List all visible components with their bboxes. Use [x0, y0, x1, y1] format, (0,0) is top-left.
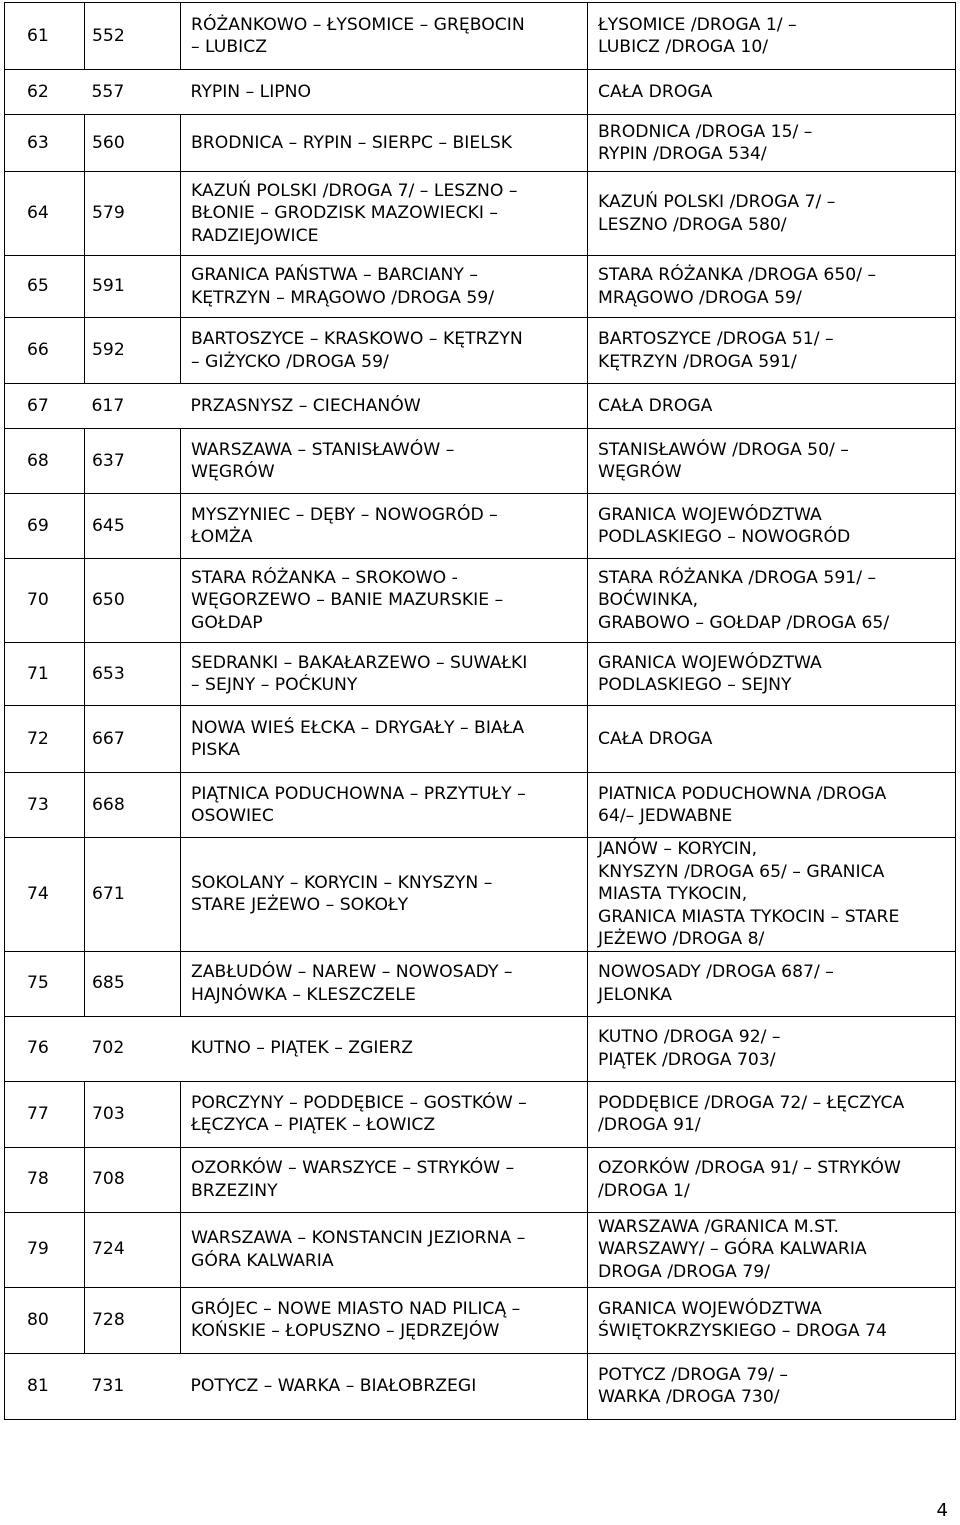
row-number-cell: 73	[5, 773, 85, 838]
road-route-cell: PRZASNYSZ – CIECHANÓW	[181, 384, 588, 429]
road-route-cell: RÓŻANKOWO – ŁYSOMICE – GRĘBOCIN – LUBICZ	[181, 3, 588, 70]
road-section-cell: WARSZAWA /GRANICA M.ST. WARSZAWY/ – GÓRA KALWARIA DROGA /DROGA 79/	[588, 1212, 956, 1287]
road-route-cell: ZABŁUDÓW – NAREW – NOWOSADY – HAJNÓWKA – KLESZCZELE	[181, 951, 588, 1016]
road-number-cell: 592	[85, 318, 181, 384]
road-route-cell: NOWA WIEŚ EŁCKA – DRYGAŁY – BIAŁA PISKA	[181, 706, 588, 773]
table-row	[5, 643, 956, 706]
road-route-cell: KAZUŃ POLSKI /DROGA 7/ – LESZNO – BŁONIE – GRODZISK MAZOWIECKI – RADZIEJOWICE	[181, 172, 588, 256]
road-section-cell: CAŁA DROGA	[588, 70, 956, 115]
road-route-cell: STARA RÓŻANKA – SROKOWO - WĘGORZEWO – BANIE MAZURSKIE – GOŁDAP	[181, 559, 588, 643]
road-number-cell: 671	[85, 838, 181, 952]
road-section-cell: PIATNICA PODUCHOWNA /DROGA 64/– JEDWABNE	[588, 773, 956, 838]
table-row	[5, 172, 956, 256]
road-number-cell: 685	[85, 951, 181, 1016]
row-number-cell: 71	[5, 643, 85, 706]
table-row	[5, 1147, 956, 1212]
road-number-cell: 552	[85, 3, 181, 70]
road-route-cell: SEDRANKI – BAKAŁARZEWO – SUWAŁKI – SEJNY – POĆKUNY	[181, 643, 588, 706]
table-row	[5, 1016, 956, 1081]
road-route-cell: KUTNO – PIĄTEK – ZGIERZ	[181, 1016, 588, 1081]
road-route-cell: MYSZYNIEC – DĘBY – NOWOGRÓD – ŁOMŻA	[181, 494, 588, 559]
table-row	[5, 1081, 956, 1147]
road-number-cell: 560	[85, 115, 181, 172]
row-number-cell: 77	[5, 1081, 85, 1147]
road-number-cell: 668	[85, 773, 181, 838]
row-number-cell: 76	[5, 1016, 85, 1081]
table-row	[5, 773, 956, 838]
road-number-cell: 617	[85, 384, 181, 429]
road-number-cell: 728	[85, 1287, 181, 1353]
road-number-cell: 591	[85, 256, 181, 318]
road-section-cell: CAŁA DROGA	[588, 706, 956, 773]
table-row	[5, 384, 956, 429]
row-number-cell: 64	[5, 172, 85, 256]
road-section-cell: BARTOSZYCE /DROGA 51/ – KĘTRZYN /DROGA 591/	[588, 318, 956, 384]
road-number-cell: 637	[85, 429, 181, 494]
road-list-table	[4, 2, 956, 1420]
road-number-cell: 702	[85, 1016, 181, 1081]
row-number-cell: 61	[5, 3, 85, 70]
road-number-cell: 653	[85, 643, 181, 706]
table-row	[5, 318, 956, 384]
road-route-cell: GRANICA PAŃSTWA – BARCIANY – KĘTRZYN – MRĄGOWO /DROGA 59/	[181, 256, 588, 318]
row-number-cell: 80	[5, 1287, 85, 1353]
road-route-cell: SOKOLANY – KORYCIN – KNYSZYN – STARE JEŻEWO – SOKOŁY	[181, 838, 588, 952]
row-number-cell: 74	[5, 838, 85, 952]
table-row	[5, 70, 956, 115]
road-number-cell: 650	[85, 559, 181, 643]
road-section-cell: GRANICA WOJEWÓDZTWA PODLASKIEGO – NOWOGRÓD	[588, 494, 956, 559]
road-route-cell: POTYCZ – WARKA – BIAŁOBRZEGI	[181, 1353, 588, 1419]
road-section-cell: STARA RÓŻANKA /DROGA 650/ – MRĄGOWO /DROGA 59/	[588, 256, 956, 318]
row-number-cell: 68	[5, 429, 85, 494]
table-row	[5, 429, 956, 494]
road-route-cell: BARTOSZYCE – KRASKOWO – KĘTRZYN – GIŻYCKO /DROGA 59/	[181, 318, 588, 384]
row-number-cell: 70	[5, 559, 85, 643]
table-row	[5, 838, 956, 952]
road-number-cell: 667	[85, 706, 181, 773]
road-number-cell: 708	[85, 1147, 181, 1212]
road-section-cell: CAŁA DROGA	[588, 384, 956, 429]
road-route-cell: WARSZAWA – KONSTANCIN JEZIORNA – GÓRA KALWARIA	[181, 1212, 588, 1287]
table-row	[5, 559, 956, 643]
table-row	[5, 256, 956, 318]
table-row	[5, 115, 956, 172]
road-number-cell: 703	[85, 1081, 181, 1147]
road-section-cell: STANISŁAWÓW /DROGA 50/ – WĘGRÓW	[588, 429, 956, 494]
table-row	[5, 1287, 956, 1353]
road-section-cell: PODDĘBICE /DROGA 72/ – ŁĘCZYCA /DROGA 91/	[588, 1081, 956, 1147]
road-number-cell: 731	[85, 1353, 181, 1419]
row-number-cell: 81	[5, 1353, 85, 1419]
road-section-cell: KUTNO /DROGA 92/ – PIĄTEK /DROGA 703/	[588, 1016, 956, 1081]
road-route-cell: GRÓJEC – NOWE MIASTO NAD PILICĄ – KOŃSKIE – ŁOPUSZNO – JĘDRZEJÓW	[181, 1287, 588, 1353]
row-number-cell: 63	[5, 115, 85, 172]
road-route-cell: BRODNICA – RYPIN – SIERPC – BIELSK	[181, 115, 588, 172]
road-section-cell: STARA RÓŻANKA /DROGA 591/ – BOĆWINKA, GRABOWO – GOŁDAP /DROGA 65/	[588, 559, 956, 643]
row-number-cell: 66	[5, 318, 85, 384]
table-row	[5, 706, 956, 773]
row-number-cell: 69	[5, 494, 85, 559]
road-list-body	[5, 3, 956, 1420]
road-section-cell: GRANICA WOJEWÓDZTWA PODLASKIEGO – SEJNY	[588, 643, 956, 706]
page-number: 4	[936, 1500, 948, 1521]
row-number-cell: 75	[5, 951, 85, 1016]
road-number-cell: 579	[85, 172, 181, 256]
table-row	[5, 494, 956, 559]
road-section-cell: ŁYSOMICE /DROGA 1/ – LUBICZ /DROGA 10/	[588, 3, 956, 70]
road-route-cell: RYPIN – LIPNO	[181, 70, 588, 115]
row-number-cell: 65	[5, 256, 85, 318]
road-number-cell: 724	[85, 1212, 181, 1287]
road-section-cell: POTYCZ /DROGA 79/ – WARKA /DROGA 730/	[588, 1353, 956, 1419]
table-row	[5, 1212, 956, 1287]
road-section-cell: OZORKÓW /DROGA 91/ – STRYKÓW /DROGA 1/	[588, 1147, 956, 1212]
road-route-cell: PORCZYNY – PODDĘBICE – GOSTKÓW – ŁĘCZYCA – PIĄTEK – ŁOWICZ	[181, 1081, 588, 1147]
row-number-cell: 79	[5, 1212, 85, 1287]
row-number-cell: 62	[5, 70, 85, 115]
road-number-cell: 645	[85, 494, 181, 559]
road-route-cell: PIĄTNICA PODUCHOWNA – PRZYTUŁY – OSOWIEC	[181, 773, 588, 838]
table-row	[5, 3, 956, 70]
road-route-cell: WARSZAWA – STANISŁAWÓW – WĘGRÓW	[181, 429, 588, 494]
table-row	[5, 951, 956, 1016]
table-row	[5, 1353, 956, 1419]
road-section-cell: NOWOSADY /DROGA 687/ – JELONKA	[588, 951, 956, 1016]
road-section-cell: BRODNICA /DROGA 15/ – RYPIN /DROGA 534/	[588, 115, 956, 172]
road-section-cell: GRANICA WOJEWÓDZTWA ŚWIĘTOKRZYSKIEGO – DROGA 74	[588, 1287, 956, 1353]
road-route-cell: OZORKÓW – WARSZYCE – STRYKÓW – BRZEZINY	[181, 1147, 588, 1212]
road-number-cell: 557	[85, 70, 181, 115]
road-section-cell: JANÓW – KORYCIN, KNYSZYN /DROGA 65/ – GRANICA MIASTA TYKOCIN, GRANICA MIASTA TYKOCIN – STARE JEŻEWO /DROGA 8/	[588, 838, 956, 952]
row-number-cell: 67	[5, 384, 85, 429]
row-number-cell: 78	[5, 1147, 85, 1212]
road-section-cell: KAZUŃ POLSKI /DROGA 7/ – LESZNO /DROGA 580/	[588, 172, 956, 256]
row-number-cell: 72	[5, 706, 85, 773]
